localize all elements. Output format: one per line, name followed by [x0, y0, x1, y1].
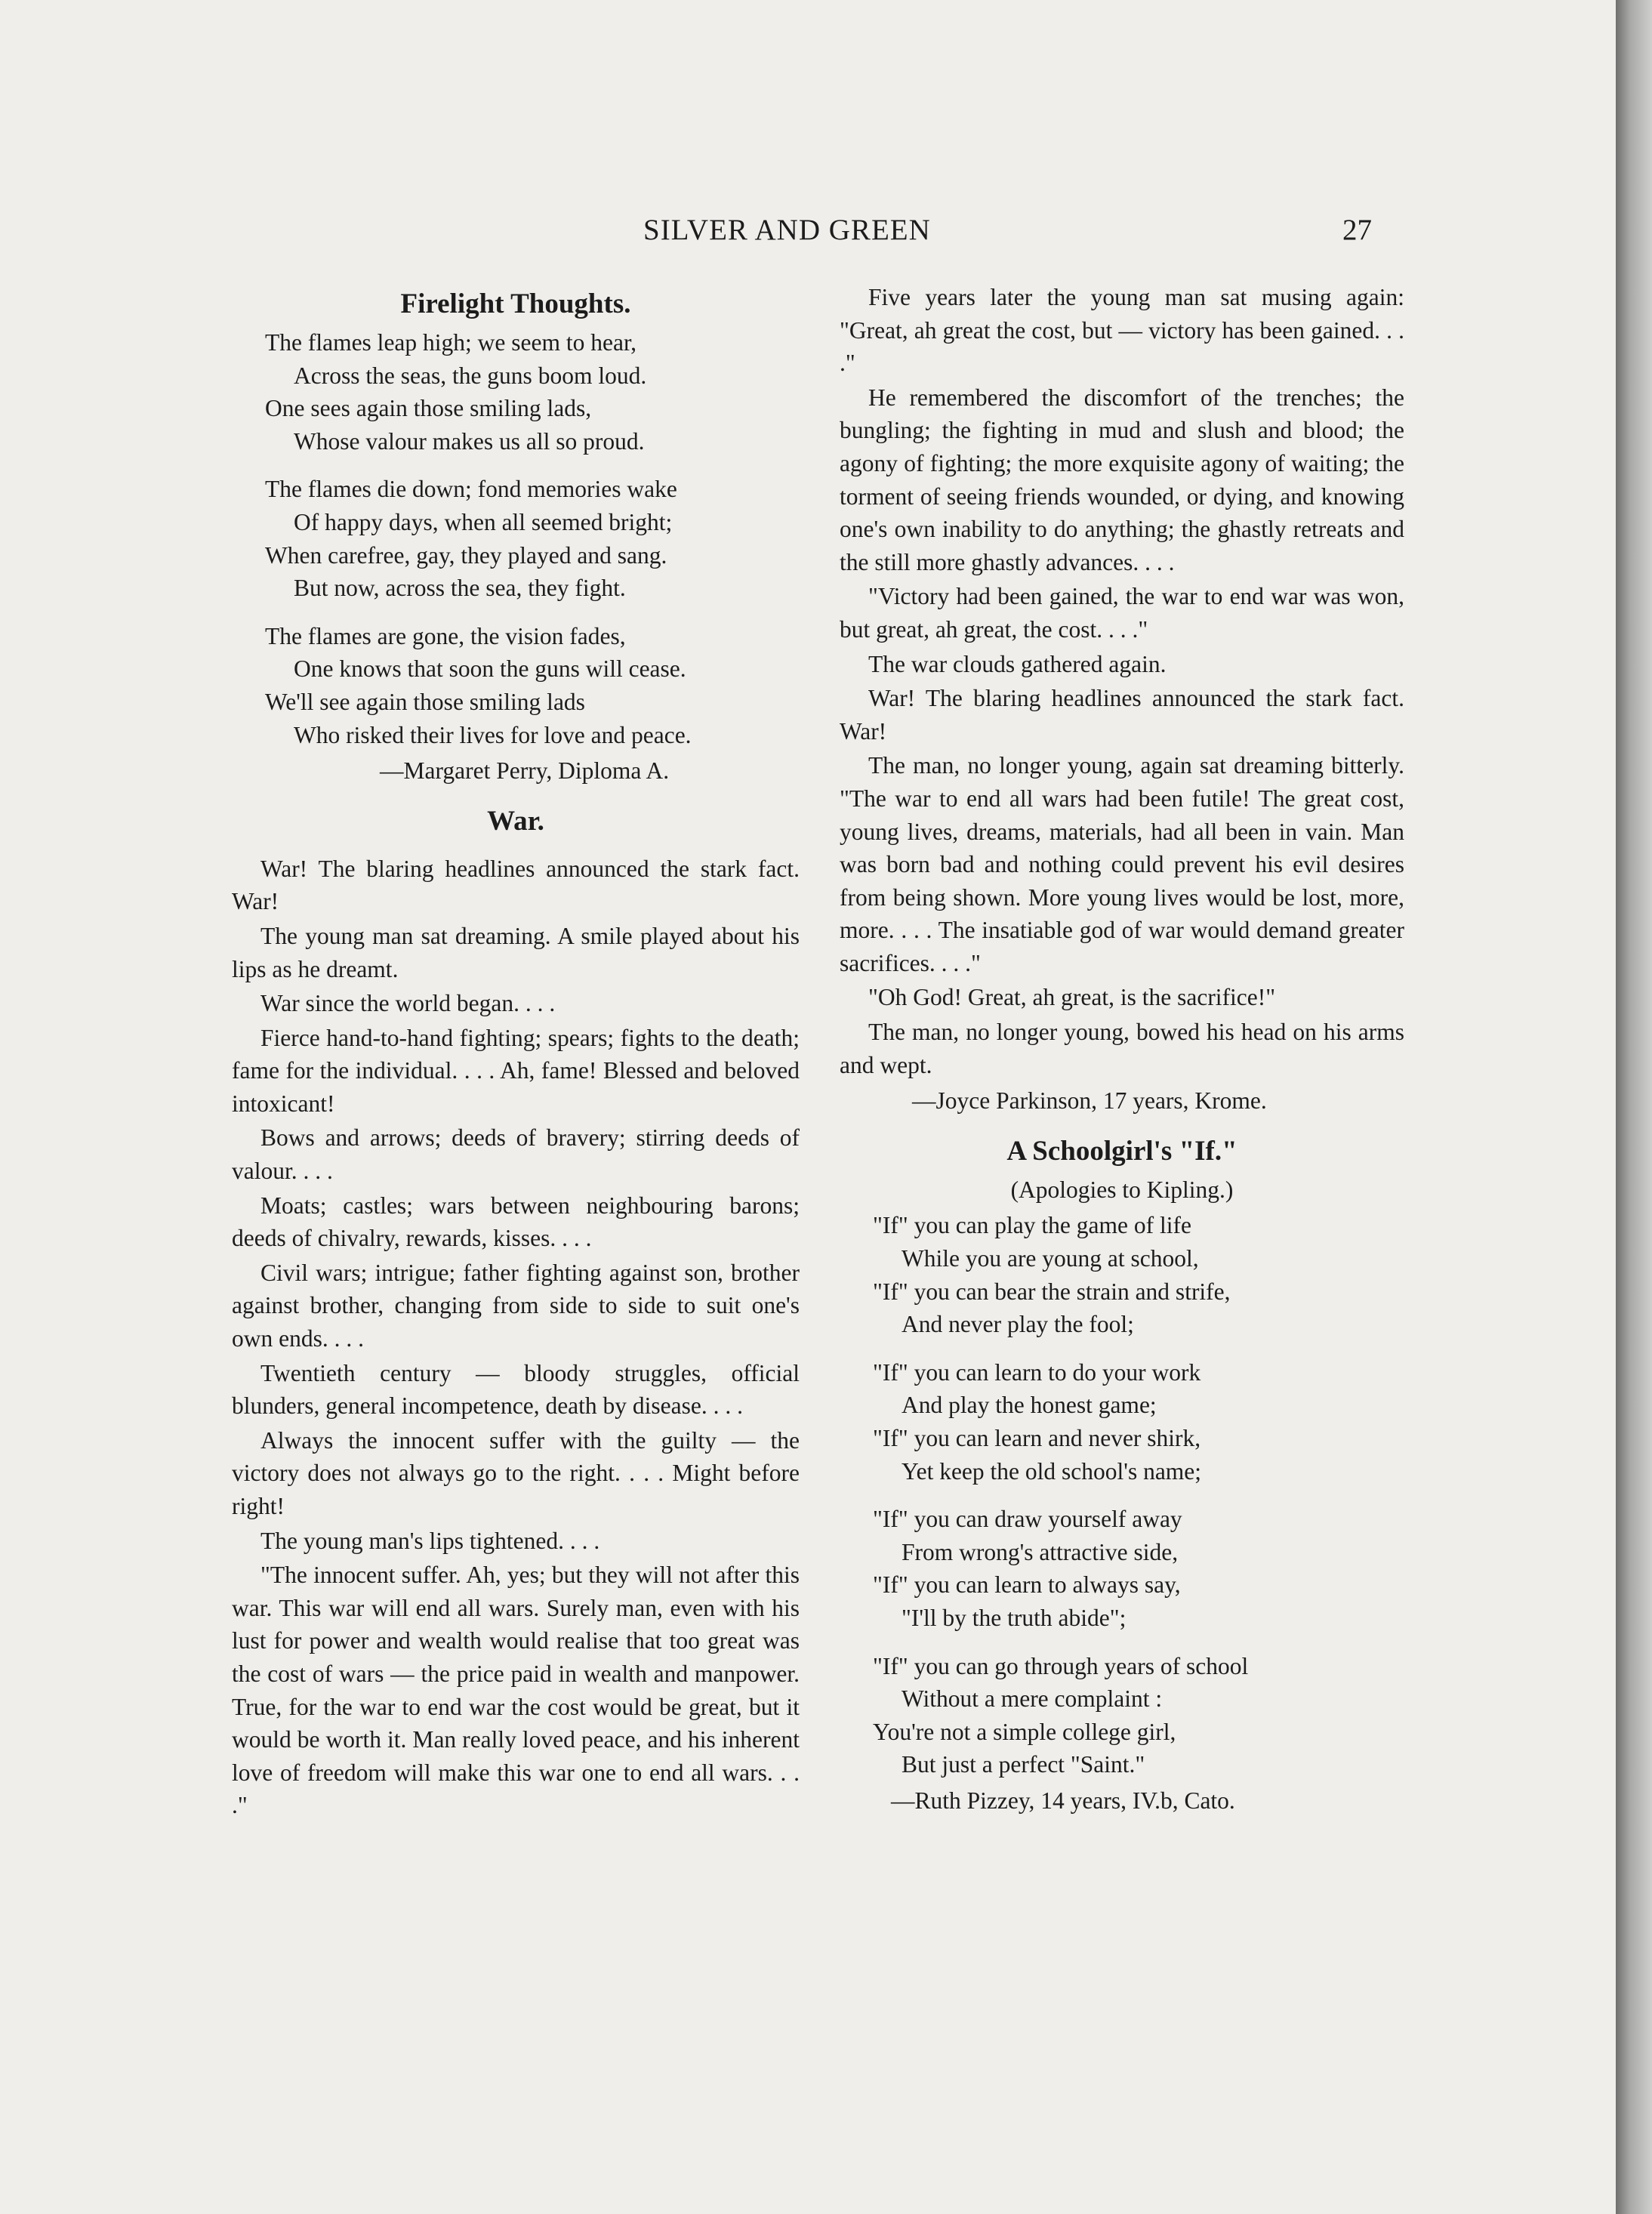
story-paragraph: Civil wars; intrigue; father fighting against son, brother against brother, changing from side to side to suit one's own ends. . . . — [232, 1259, 800, 1352]
verse-line: Across the seas, the guns boom loud. — [294, 362, 647, 389]
story-byline: —Joyce Parkinson, 17 years, Krome. — [912, 1087, 1267, 1115]
verse-line: While you are young at school, — [902, 1245, 1199, 1272]
story-paragraph: "Victory had been gained, the war to end war was won, but great, ah great, the cost. . . ." — [840, 583, 1404, 643]
story-paragraph: "The innocent suffer. Ah, yes; but they will not after this war. This war will end all wars. Surely man, even with his lust for power and wealth would realise that too great was the cost of wars — the price paid in wealth and manpower. True, for the war to end war the cost would be great, but it would be worth it. Man really loved peace, and his inherent love of freedom will make this war one to end all wars. . . ." — [232, 1562, 800, 1819]
story-paragraph: "Oh God! Great, ah great, is the sacrifice!" — [868, 984, 1276, 1011]
verse-line: When carefree, gay, they played and sang. — [265, 541, 667, 569]
verse-line: You're not a simple college girl, — [873, 1718, 1176, 1745]
story-paragraph: He remembered the discomfort of the trenches; the bungling; the fighting in mud and slush and blood; the agony of fighting; the more exquisite agony of waiting; the torment of seeing friends wounded, or dying, and knowing one's own inability to do anything; the ghastly retreats and the still more ghastly advances. . . . — [840, 384, 1404, 575]
story-title: War. — [487, 805, 544, 837]
verse-line: The flames die down; fond memories wake — [265, 476, 677, 503]
story-paragraph: Twentieth century — bloody struggles, official blunders, general incompetence, death by disease. . . . — [232, 1359, 800, 1420]
story-paragraph: Bows and arrows; deeds of bravery; stirring deeds of valour. . . . — [232, 1124, 800, 1185]
poem1-stanza — [265, 620, 800, 751]
verse-line: From wrong's attractive side, — [902, 1538, 1179, 1565]
verse-line: "If" you can draw yourself away — [873, 1506, 1182, 1533]
verse-line: "If" you can learn and never shirk, — [873, 1425, 1201, 1451]
spacer — [232, 843, 800, 853]
verse-line: "I'll by the truth abide"; — [902, 1604, 1127, 1631]
story-paragraph: The war clouds gathered again. — [868, 650, 1167, 677]
verse-line: Of happy days, when all seemed bright; — [294, 508, 673, 535]
verse-line: Yet keep the old school's name; — [902, 1457, 1202, 1485]
verse-line: Who risked their lives for love and peace. — [294, 721, 692, 748]
poem1-stanza — [265, 473, 800, 604]
story-paragraph: Five years later the young man sat musing again: "Great, ah great the cost, but — victory has been gained. . . ." — [840, 284, 1404, 377]
verse-line: But now, across the sea, they fight. — [294, 575, 626, 602]
verse-line: "If" you can bear the strain and strife, — [873, 1278, 1231, 1305]
story-paragraph: Always the innocent suffer with the guilty — the victory does not always go to the right. . . . Might before right! — [232, 1426, 800, 1519]
verse-line: The flames are gone, the vision fades, — [265, 622, 626, 649]
poem1-stanza — [265, 326, 800, 458]
verse-line: "If" you can play the game of life — [873, 1212, 1191, 1239]
page-edge-shadow — [1616, 0, 1652, 2214]
verse-line: One sees again those smiling lads, — [265, 395, 592, 422]
poem1-byline: —Margaret Perry, Diploma A. — [380, 757, 670, 785]
poem2-stanza — [873, 1503, 1404, 1634]
left-column — [232, 281, 800, 1824]
story-paragraph: The young man's lips tightened. . . . — [260, 1527, 600, 1554]
story-paragraph: Fierce hand-to-hand fighting; spears; fights to the death; fame for the individual. . . . Ah, fame! Blessed and beloved intoxicant! — [232, 1024, 800, 1117]
story-paragraph: War! The blaring headlines announced the stark fact. War! — [232, 855, 800, 915]
verse-line: And never play the fool; — [902, 1311, 1134, 1338]
verse-line: Whose valour makes us all so proud. — [294, 427, 645, 455]
story-paragraph: War! The blaring headlines announced the stark fact. War! — [840, 685, 1404, 745]
right-column — [840, 281, 1404, 1833]
poem2-byline: —Ruth Pizzey, 14 years, IV.b, Cato. — [891, 1787, 1235, 1814]
verse-line: "If" you can learn to do your work — [873, 1358, 1201, 1386]
verse-line: But just a perfect "Saint." — [902, 1751, 1145, 1778]
story-paragraph: Moats; castles; wars between neighbouring barons; deeds of chivalry, rewards, kisses. . . . — [232, 1192, 800, 1252]
verse-line: The flames leap high; we seem to hear, — [265, 329, 637, 356]
poem2-subtitle: (Apologies to Kipling.) — [1010, 1176, 1234, 1203]
poem1-title: Firelight Thoughts. — [400, 288, 631, 319]
verse-line: One knows that soon the guns will cease. — [294, 655, 686, 683]
verse-line: We'll see again those smiling lads — [265, 688, 585, 715]
verse-line: "If" you can learn to always say, — [873, 1571, 1181, 1599]
poem2-stanza — [873, 1650, 1404, 1781]
story-paragraph: The young man sat dreaming. A smile played about his lips as he dreamt. — [232, 922, 800, 982]
verse-line: And play the honest game; — [902, 1392, 1157, 1419]
verse-line: "If" you can go through years of school — [873, 1652, 1249, 1679]
story-paragraph: The man, no longer young, again sat dreaming bitterly. "The war to end all wars had been futile! The great cost, young lives, dreams, materials, had all been in vain. Man was born bad and nothing could prevent his evil desires from being shown. More young lives would be lost, more, more. . . . The insatiable god of war would demand greater sacrifices. . . ." — [840, 752, 1404, 976]
poem2-stanza — [873, 1356, 1404, 1488]
poem2-stanza — [873, 1209, 1404, 1340]
page-number: 27 — [1342, 214, 1372, 246]
poem2-title: A Schoolgirl's "If." — [1006, 1135, 1237, 1167]
story-paragraph: War since the world began. . . . — [260, 990, 556, 1017]
running-head: SILVER AND GREEN — [643, 214, 931, 246]
verse-line: Without a mere complaint : — [902, 1685, 1163, 1713]
story-paragraph: The man, no longer young, bowed his head on his arms and wept. — [840, 1019, 1404, 1078]
